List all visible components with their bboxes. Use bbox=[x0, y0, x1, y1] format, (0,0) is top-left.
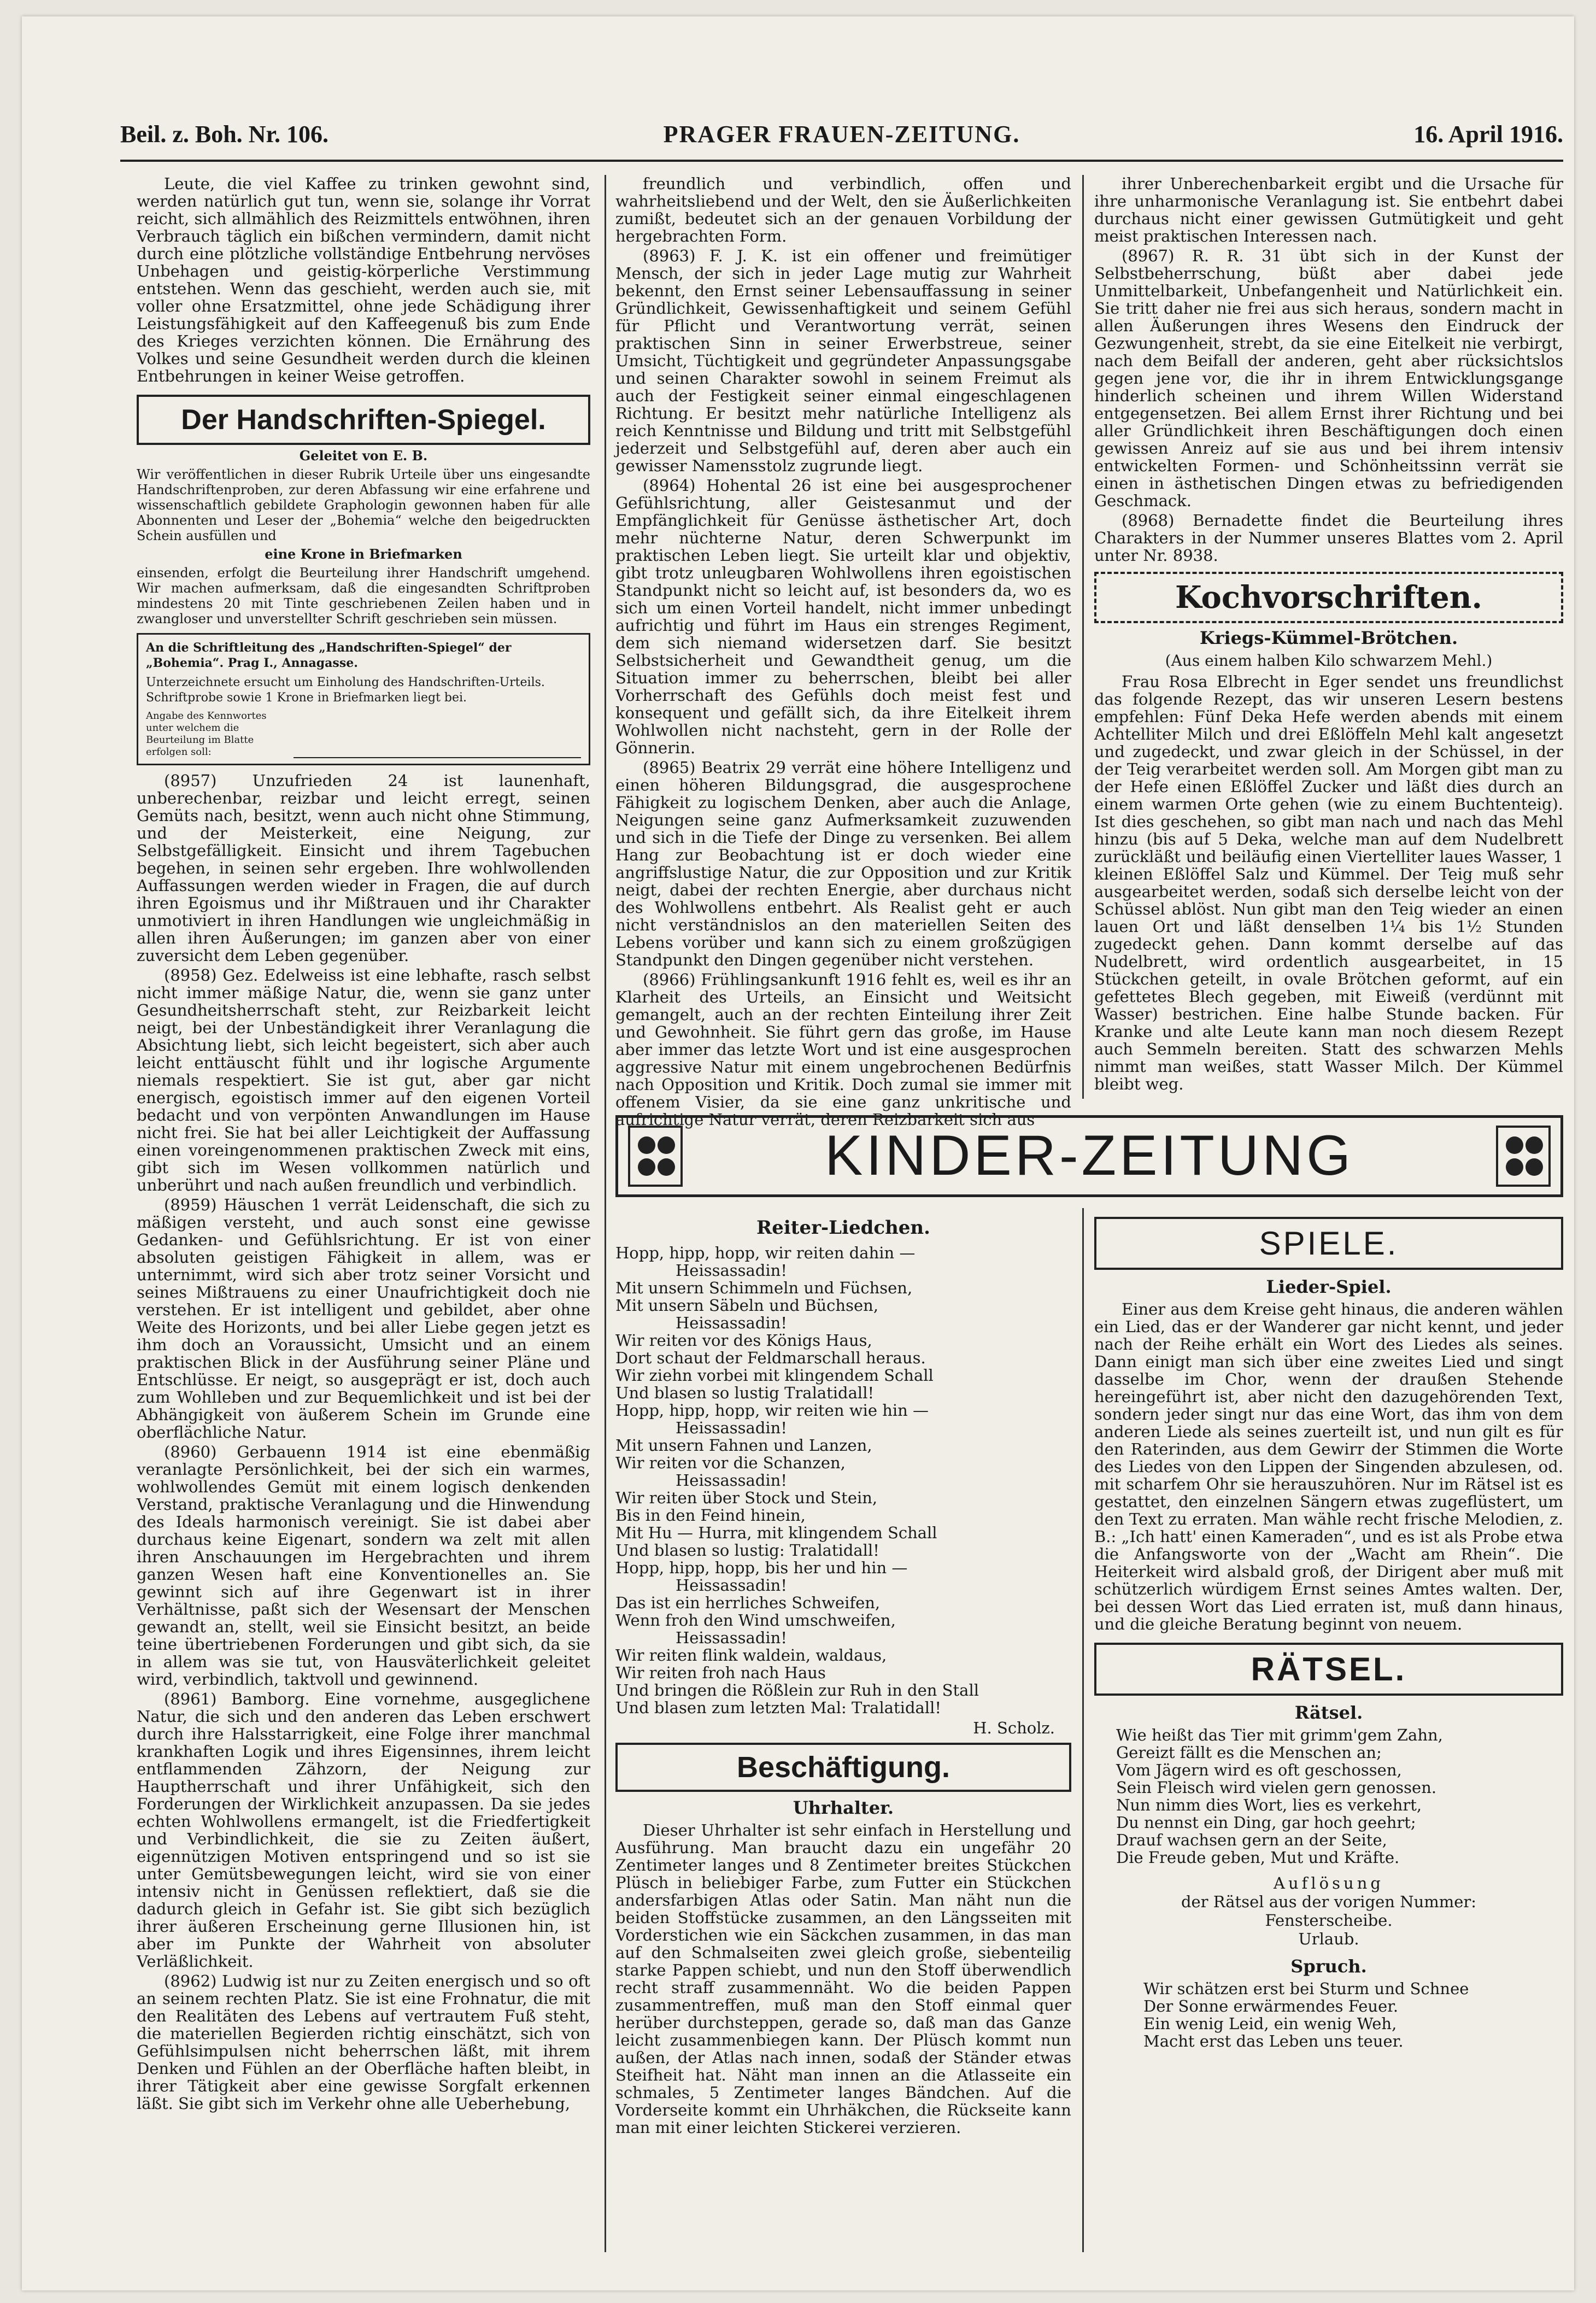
column-1 bbox=[137, 175, 590, 2252]
poem-line: Heissassadin! bbox=[676, 1471, 788, 1490]
koch-title-box bbox=[1094, 572, 1563, 623]
review-paragraph: freundlich und verbindlich, offen und wahrheitsliebend und der Welt, den sie Äußerlichkeiten zumißt, bedeutet sich an der genauen Vorbildung der hergebrachten Form. bbox=[615, 174, 1071, 245]
besch-subtitle: Uhrhalter. bbox=[793, 1797, 894, 1818]
saying-line: Wir schätzen erst bei Sturm und Schnee bbox=[1143, 1979, 1469, 1998]
coffee-article: Leute, die viel Kaffee zu trinken gewohnt sind, werden natürlich gut tun, wenn sie, solange ihr Vorrat reicht, sich allmählich des Reizmittels entwöhnen, ihren Verbrauch täglich ein bißchen vermindern, damit nicht durch eine plötzliche vollständige Entbehrung nervöses Unbehagen und geistig-körperliche Verstimmung entstehen. Wenn das geschieht, werden auch sie, mit voller ohne Ersatzmittel, ohne jede Schädigung ihrer Leistungsfähigkeit auf den Kaffeegenuß bis zum Ende des Krieges verzichten können. Die Ernährung des Volkes und seine Gesundheit werden durch die kleinen Entbehrungen in keiner Weise getroffen. bbox=[137, 174, 590, 385]
spiegel-title-box bbox=[137, 395, 590, 445]
riddle-line: Vom Jägern wird es oft geschossen, bbox=[1116, 1761, 1402, 1779]
poem-line: Dort schaut der Feldmarschall heraus. bbox=[615, 1349, 926, 1367]
handwriting-reviews-end bbox=[1094, 175, 1563, 564]
review-paragraph: (8957) Unzufrieden 24 ist launenhaft, unberechenbar, reizbar und leicht erregt, seinen Gemüts nach, besitzt, wenn auch nicht ohne Stimmung, und der Meisterkeit, eine Neigung, zur Selbstgefälligkeit. Einsicht und ihrem Tagebuchen begehen, in seinen sehr ergeben. Ihre wohlwollenden Auffassungen werden wieder in Fragen, die auf durch ihren Egoismus und ihr Mißtrauen und ihr Charakter unmotiviert in ihren Handlungen wie ungleichmäßig in allen ihren Äußerungen; im ganzen aber von einer zuversicht dem Leben gegenüber. bbox=[137, 771, 590, 965]
aufloesung-subtitle: der Rätsel aus der vorigen Nummer: bbox=[1181, 1892, 1477, 1911]
saying-line: Macht erst das Leben uns teuer. bbox=[1143, 2032, 1404, 2050]
form-field-label: Angabe des Kennwortes unter welchem die Beurteilung im Blatte erfolgen soll: bbox=[146, 710, 267, 758]
form-body: Unterzeichnete ersucht um Einholung des Handschriften-Urteils. Schriftprobe sowie 1 Krone in Briefmarken liegt bei. bbox=[146, 676, 545, 705]
poem-line: Und blasen so lustig Tralatidall! bbox=[615, 1384, 875, 1402]
clover-ornament-right-icon bbox=[1496, 1126, 1551, 1187]
poem-line: Wir reiten über Stock und Stein, bbox=[615, 1489, 878, 1507]
column-divider-2 bbox=[1082, 175, 1084, 1099]
header-issue: Beil. z. Boh. Nr. 106. bbox=[120, 121, 328, 148]
spiele-text: Einer aus dem Kreise geht hinaus, die anderen wählen ein Lied, das er der Wanderer gar nicht kennt, und jeder nach der Reihe erhält ein Wort des Liedes als seines. Dann einigt man sich über eine zweites Lied und singt dasselbe im Chor, wenn der draußen Stehende hereingeführt ist, aber nicht den dazugehörenden Text, sondern jeder singt nur das eine Wort, das ihm von dem anderen Liede als seines zuerteilt ist, und nun gilt es für den Raterinden, aus dem Gewirr der Stimmen die Worte des Liedes von den Lippen der Singenden abzulesen, od. mit scharfem Ohr sie herauszuhören. Nur im Rätsel ist es gestattet, den einzelnen Sängern etwas zugeflüstert, um den Text zu erraten. Man wähle recht frische Melodien, z. B.: „Ich hatt' einen Kameraden“, und es ist als Probe etwa die Anfangsworte von der „Wacht am Rhein“. Die Heiterkeit wird alsbald groß, der Dirigent aber muß mit schützerlich würdigem Ernst seines Amtes walten. Der, bei dessen Wort das Lied erraten ist, muß dann hinaus, und die gleiche Beratung beginnt von neuem. bbox=[1094, 1300, 1564, 1633]
poem-line: Und blasen so lustig: Tralatidall! bbox=[615, 1541, 879, 1560]
raetsel-poem bbox=[1094, 1726, 1563, 1866]
poem-line: Heissassadin! bbox=[676, 1628, 788, 1647]
header-masthead: PRAGER FRAUEN-ZEITUNG. bbox=[663, 121, 1020, 148]
form-field-line[interactable] bbox=[294, 743, 581, 758]
spiegel-byline: Geleitet von E. B. bbox=[299, 448, 428, 464]
review-paragraph: (8963) F. J. K. ist ein offener und freimütiger Mensch, der sich in jeder Lage mutig zur Wahrheit bekennt, den Ernst seiner Lebensauffassung in seiner Gründlichkeit, Gewissenhaftigkeit und seinem Gefühl für Pflicht und Verantwortung verrät, seinen praktischen Sinn in seiner Erwerbstreue, seiner Umsicht, Tüchtigkeit und gegründeter Anpassungsgabe und seinen Charakter sowohl in seinem Freimut als auch der Festigkeit seiner einmal eingeschlagenen Richtung. Er besitzt mehr natürliche Intelligenz als reich Kenntnisse und Bildung und tritt mit Selbstgefühl jederzeit und Selbstgefühl auf, deren aber auch ein gewisser Namensstolz zugrunde liegt. bbox=[615, 247, 1071, 475]
poem-line: Mit unsern Säbeln und Büchsen, bbox=[615, 1296, 879, 1315]
poem-line: Wir reiten vor des Königs Haus, bbox=[615, 1331, 872, 1350]
spruch-title: Spruch. bbox=[1290, 1956, 1367, 1977]
poem-line: Heissassadin! bbox=[676, 1576, 788, 1595]
poem-line: Und blasen zum letzten Mal: Tralatidall! bbox=[615, 1698, 942, 1717]
poem-line: Heissassadin! bbox=[676, 1261, 788, 1280]
riddle-line: Die Freude geben, Mut und Kräfte. bbox=[1116, 1848, 1400, 1867]
riddle-line: Du nennst ein Ding, gar hoch geehrt; bbox=[1116, 1813, 1416, 1832]
raetsel-title-box bbox=[1094, 1643, 1563, 1696]
saying-line: Ein wenig Leid, ein wenig Weh, bbox=[1143, 2014, 1397, 2033]
handwriting-reviews bbox=[137, 772, 590, 2112]
poem-line: Mit unsern Schimmeln und Füchsen, bbox=[615, 1279, 913, 1297]
header-rule bbox=[120, 160, 1563, 162]
poem-line: Mit unsern Fahnen und Lanzen, bbox=[615, 1436, 872, 1455]
form-heading: An die Schriftleitung des „Handschriften-Spiegel“ der „Bohemia“. Prag I., Annagasse. bbox=[146, 641, 512, 670]
clover-ornament-left-icon bbox=[628, 1126, 683, 1187]
review-paragraph: (8964) Hohental 26 ist eine bei ausgesprochener Gefühlsrichtung, aller Geistesanmut und der Empfänglichkeit für Genüsse ästhetischer Art, doch mehr nüchterne Natur, deren Schwerpunkt im praktischen Leben liegt. Sie urteilt klar und objektiv, gibt trotz unleugbaren Wohlwollens ihren egoistischen Standpunkt nicht so leicht auf, ist besonders da, wo es sich um einen Vorteil handelt, nicht immer unbedingt aufrichtig und führt im Haus ein strenges Regiment, dem sich niemand widersetzen darf. Sie besitzt Selbstsicherheit und Gewandtheit genug, um die Situation immer zu beherrschen, bleibt bei aller Vorherrschaft des Gefühls doch meist fest und konsequent und gefällt sich, da ihre Eitelkeit ihrem Wohlwollen nicht nachsteht, gern in der Rolle der Gönnerin. bbox=[615, 476, 1071, 757]
spiegel-krone: eine Krone in Briefmarken bbox=[265, 546, 462, 562]
poem-line: Wir reiten froh nach Haus bbox=[615, 1663, 826, 1682]
aufloesung-title: Auflösung bbox=[1274, 1874, 1384, 1892]
poem-line: Hopp, hipp, hopp, wir reiten dahin — bbox=[615, 1244, 916, 1262]
poem-line: Mit Hu — Hurra, mit klingendem Schall bbox=[615, 1523, 937, 1542]
riddle-line: Nun nimm dies Wort, lies es verkehrt, bbox=[1116, 1796, 1422, 1814]
poem-line: Heissassadin! bbox=[676, 1314, 788, 1332]
besch-title-box bbox=[615, 1743, 1071, 1792]
poem-line: Wir reiten vor die Schanzen, bbox=[615, 1454, 846, 1472]
column-divider-1 bbox=[605, 175, 606, 2252]
poem-line: Wir ziehn vorbei mit klingendem Schall bbox=[615, 1366, 934, 1385]
review-paragraph: (8965) Beatrix 29 verrät eine höhere Intelligenz und einen höheren Bildungsgrad, die ausgesprochene Fähigkeit zu logischem Denken, aber auch die Anlage, Neigungen seine ganz Aufmerksamkeit zuzuwenden und sich in die Tiefe der Dinge zu versenken. Bei allem Hang zur Beobachtung ist er doch wieder eine angriffslustige Natur, die zur Opposition und zur Kritik neigt, dabei der rechten Energie, aber durchaus nicht des Wohlwollens entbehrt. Als Realist geht er auch nicht verständnislos an den materiellen Seiten des Lebens vorüber und kann sich zu einem großzügigen Standpunkt den Dingen gegenüber nicht verstehen. bbox=[615, 758, 1071, 969]
riddle-line: Sein Fleisch wird vielen gern genossen. bbox=[1116, 1778, 1437, 1797]
riddle-line: Wie heißt das Tier mit grimm'gem Zahn, bbox=[1116, 1726, 1443, 1744]
reiter-author: H. Scholz. bbox=[973, 1719, 1055, 1737]
poem-line: Heissassadin! bbox=[676, 1419, 788, 1437]
submission-form bbox=[137, 633, 590, 765]
page-header bbox=[120, 120, 1563, 153]
reiter-title: Reiter-Liedchen. bbox=[756, 1217, 930, 1239]
poem-line: Das ist ein herrliches Schweifen, bbox=[615, 1593, 881, 1612]
review-paragraph: ihrer Unberechenbarkeit ergibt und die Ursache für ihre unharmonische Veranlagung ist. Sie entbehrt dabei durchaus nicht einer gewissen Gutmütigkeit und geht meist praktischen Interessen nach. bbox=[1094, 174, 1563, 245]
spiegel-title: Der Handschriften-Spiegel. bbox=[181, 404, 546, 436]
poem-line: Hopp, hipp, hopp, bis her und hin — bbox=[615, 1558, 908, 1577]
newspaper-page bbox=[22, 16, 1574, 2290]
handwriting-reviews-cont bbox=[615, 175, 1071, 1128]
spruch-poem bbox=[1094, 1980, 1563, 2050]
aufloesung-1: Fensterscheibe. bbox=[1265, 1911, 1393, 1930]
riddle-line: Gereizt fällt es die Menschen an; bbox=[1116, 1743, 1382, 1762]
spiele-title-box bbox=[1094, 1217, 1563, 1270]
spiele-title: SPIELE. bbox=[1259, 1225, 1399, 1262]
review-paragraph: (8962) Ludwig ist nur zu Zeiten energisch und so oft an seinem rechten Platz. Sie ist eine Frohnatur, die mit den Realitäten des Lebens auf vertrautem Fuß steht, die materiellen Begierden richtig einschätzt, sich von Gefühlsimpulsen nicht beherrschen läßt, mit ihrem Denken und Fühlen an der Oberfläche haften bleibt, in ihrer Tätigkeit aber eine gewisse Sorgfalt erkennen läßt. Sie gibt sich im Verkehr ohne alle Ueberhebung, bbox=[137, 1972, 590, 2113]
poem-line: Wir reiten flink waldein, waldaus, bbox=[615, 1646, 887, 1665]
riddle-line: Drauf wachsen gern an der Seite, bbox=[1116, 1831, 1387, 1849]
review-paragraph: (8967) R. R. 31 übt sich in der Kunst der Selbstbeherrschung, büßt aber dabei jede Unmittelbarkeit, Unbefangenheit und Natürlichkeit ein. Sie tritt daher nie frei aus sich heraus, sondern macht in allen Äußerungen ihres Wesens den Eindruck der Gezwungenheit, strebt, da sie eine Eitelkeit nie verbirgt, nach dem Beifall der anderen, geht aber rücksichtslos gegen jene vor, die ihr in ihrem Entwicklungsgange hinderlich scheinen und ihrem Willen Widerstand entgegensetzen. Bei allem Ernst ihrer Richtung und bei aller Gründlichkeit ihren Beschäftigungen doch einen gewissen Anreiz auf sie aus und bei ihrem intensiv entwickelten Formen- und Schönheitssinn verrät sie einen in ästhetischen Dingen etwas zu befriedigenden Geschmack. bbox=[1094, 247, 1563, 510]
review-paragraph: (8959) Häuschen 1 verrät Leidenschaft, die sich zu mäßigen versteht, und auch sonst eine gewisse Gedanken- und Gefühlsrichtung. Er ist von einer absoluten geistigen Fähigkeit in allem, was er unternimmt, wird sich aber trotz seiner Vorsicht und seines Mißtrauens zu einer Unaufrichtigkeit doch nie verstehen. Er ist intelligent und gebildet, aber ohne Weite des Horizonts, und bei aller Liebe gegen jetzt es ihm doch an Voraussicht, Umsicht und an einem praktischen Blick in der Ausführung seiner Pläne und Entschlüsse. Er neigt, so ausgeprägt er ist, doch auch zum Wohlleben und zur Bequemlichkeit und ist bei der Abhängigkeit von äußerem Schein im Grunde eine oberflächliche Natur. bbox=[137, 1196, 590, 1441]
spiegel-intro-2: einsenden, erfolgt die Beurteilung ihrer Handschrift umgehend. Wir machen aufmerksam, daß die eingesandten Schriftproben mindestens 20 mit Tinte geschriebenen Zeilen haben und in zwangloser und unverstellter Schrift geschrieben sein müssen. bbox=[137, 565, 590, 626]
column-divider-3 bbox=[1082, 1208, 1084, 2252]
poem-line: Wenn froh den Wind umschweifen, bbox=[615, 1611, 896, 1630]
poem-line: Hopp, hipp, hopp, wir reiten wie hin — bbox=[615, 1401, 929, 1420]
kinder-column-left bbox=[615, 1214, 1071, 2252]
review-paragraph: (8961) Bamborg. Eine vornehme, ausgeglichene Natur, die sich und den anderen das Leben erschwert durch ihre Halsstarrigkeit, eine Folge ihrer manchmal krankhaften Logik und ihres Eigensinnes, ihrem leicht entflammenden Zähzorn, der Neigung zur Hauptherrschaft und ihrer Unfähigkeit, sich den Forderungen der Wirklichkeit anzupassen. Da sie jedes echten Wohlwollens ermangelt, ist die Friedfertigkeit und Verbindlichkeit, die sie zu Zeiten äußert, eigennützigen Motiven entspringend und so ist sie unter Gemütsbewegungen leicht, wird sie von einer intensiv nicht in Genüssen reflektiert, daß sie die dadurch gleich in Gefahr ist. Sie gibt sich bezüglich ihrer äußeren Erscheinung gerne Illusionen hin, ist aber im Punkte der Wahrheit von absoluter Verläßlichkeit. bbox=[137, 1690, 590, 1971]
poem-line: Und bringen die Rößlein zur Ruh in den Stall bbox=[615, 1681, 979, 1700]
koch-subtitle: Kriegs-Kümmel-Brötchen. bbox=[1199, 628, 1458, 648]
review-paragraph: (8958) Gez. Edelweiss ist eine lebhafte, rasch selbst nicht immer mäßige Natur, die, wenn sie ganz unter Gesundheitsherrschaft steht, zur Reizbarkeit leicht neigt, bei der Unbeständigkeit ihrer Veranlagung die Absichtung liebt, sich leicht begeistert, sich aber auch leicht enttäuscht fühlt und ihr logische Argumente niemals respektiert. Sie ist gut, aber gar nicht energisch, egoistisch immer auf den eigenen Vorteil bedacht und von verpönten Anwandlungen im Hause nicht frei. Sie hat bei aller Leichtigkeit der Auffassung einen voreingenommenen praktischen Zweck mit eins, gibt sich im Wesen vollkommen natürlich und unberührt und nach außen freundlich und verbindlich. bbox=[137, 966, 590, 1194]
koch-note: (Aus einem halben Kilo schwarzem Mehl.) bbox=[1165, 652, 1493, 670]
reiter-poem bbox=[615, 1244, 1071, 1716]
aufloesung-2: Urlaub. bbox=[1298, 1930, 1359, 1948]
column-3 bbox=[1094, 175, 1563, 1104]
review-paragraph: (8966) Frühlingsankunft 1916 fehlt es, weil es ihr an Klarheit des Urteils, an Einsicht und Weitsicht gemangelt, auch an der rechten Einteilung ihrer Zeit und Gewohnheit. Sie führt gern das große, im Hause aber immer das letzte Wort und ist eine ausgesprochen aggressive Natur mit einem ungebrochenen Bedürfnis nach Opposition und Kritik. Doch zumal sie immer mit offenem Visier, da sie eine ganz unkritische und aufrichtige Natur verrät, deren Reizbarkeit sich aus bbox=[615, 970, 1071, 1129]
koch-recipe: Frau Rosa Elbrecht in Eger sendet uns freundlichst das folgende Rezept, das wir unseren Lesern bestens empfehlen: Fünf Deka Hefe werden abends mit einem Achtelliter Milch und drei Eßlöffeln Mehl kalt angesetzt und zugedeckt, und zwar gleich in der Schüssel, in der der Teig verarbeitet werden soll. Am Morgen gibt man zu der Hefe einen Eßlöffel Zucker und läßt dies durch an einem warmen Orte gehen (wie zu einem Buchtenteig). Ist dies geschehen, so gibt man nach und nach das Mehl hinzu (bis auf 5 Deka, welche man auf dem Nudelbrett zurückläßt und beiläufig einen Viertelliter laues Wasser, 1 kleinen Eßlöffel Salz und Kümmel. Der Teig muß sehr ausgearbeitet werden, sodaß sich derselbe leicht von der Schüssel ablöst. Nun gibt man den Teig wieder an einen lauen Ort und läßt denselben 1¼ bis 1½ Stunden zugedeckt gehen. Dann kommt derselbe auf das Nudelbrett, wird ordentlich ausgearbeitet, in 15 Stückchen geteilt, in ovale Brötchen geformt, auf ein gefettetes Blech gegeben, mit Eiweiß (verdünnt mit Wasser) bestrichen. Eine halbe Stunde backen. Für Kranke und alte Leute kann man noch diesem Rezept auch Semmeln bereiten. Statt des schwarzen Mehls nimmt man weißes, statt Wasser Milch. Der Kümmel bleibt weg. bbox=[1094, 672, 1563, 1093]
kinder-zeitung-banner bbox=[615, 1115, 1563, 1197]
raetsel-subtitle: Rätsel. bbox=[1294, 1702, 1363, 1723]
koch-title: Kochvorschriften. bbox=[1175, 579, 1482, 616]
raetsel-title: RÄTSEL. bbox=[1251, 1651, 1407, 1687]
spiegel-intro: Wir veröffentlichen in dieser Rubrik Urteile über uns eingesandte Handschriftenproben, zur deren Abfassung wir eine erfahrene und wissenschaftlich gebildete Graphologin gewonnen haben für alle Abonnenten und Leser der „Bohemia“ welche den beigedruckten Schein ausfüllen und bbox=[137, 467, 590, 543]
spiele-subtitle: Lieder-Spiel. bbox=[1266, 1276, 1392, 1297]
kinder-zeitung-title: KINDER-ZEITUNG bbox=[825, 1124, 1354, 1187]
kinder-column-right bbox=[1094, 1214, 1563, 2252]
review-paragraph: (8968) Bernadette findet die Beurteilung ihres Charakters in der Nummer unseres Blattes vom 2. April unter Nr. 8938. bbox=[1094, 511, 1563, 565]
besch-text: Dieser Uhrhalter ist sehr einfach in Herstellung und Ausführung. Man braucht dazu ein ungefähr 20 Zentimeter langes und 8 Zentimeter breites Stückchen Plüsch in beliebiger Farbe, zum Futter ein Stückchen andersfarbigen Atlas oder Satin. Man näht nun die beiden Stoffstücke zusammen, an den Längsseiten mit Vorderstichen wie ein Säckchen zusammen, in das man auf den Schmalseiten zwei gleich große, siebenteilig starke Pappen schiebt, und nun den Stoff überwendlich recht straff zusammennäht. Wo die beiden Pappen zusammentreffen, muß man den Stoff einmal quer herüber durchsteppen, gerade so, daß man das Ganze leicht zusammenbiegen kann. Der Plüsch kommt nun außen, der Atlas nach innen, sodaß der Ständer etwas Steifheit hat. Näht man innen an die Atlasseite ein schmales, 5 Zentimeter langes Bändchen. Auf die Vorderseite kommt ein Uhrhäkchen, die Rückseite kann man mit einer leichten Stickerei verzieren. bbox=[615, 1821, 1071, 2137]
poem-line: Bis in den Feind hinein, bbox=[615, 1506, 806, 1525]
review-paragraph: (8960) Gerbauenn 1914 ist eine ebenmäßig veranlagte Persönlichkeit, bei der sich ein warmes, wohlwollendes Gemüt mit einem logisch denkenden Verstand, praktische Veranlagung und die Hinwendung des Ideals harmonisch vereinigt. Sie ist dabei aber durchaus keine Eigenart, sondern wa zelt mit allen ihren Anschauungen im Hergebrachten und ihrem ganzen Wesen haft eine Konventionelles an. Sie gewinnt sich auf ihre Gegenwart ist in ihrer Verhältnisse, paßt sich der Wesensart der Menschen gewandt an, stellt, weil sie Einsicht besitzt, an beide teine übertriebenen Forderungen und gibt sich, da sie in allem was sie tut, von Hausväterlichkeit geleitet wird, verbindlich, taktvoll und gewinnend. bbox=[137, 1443, 590, 1689]
header-date: 16. April 1916. bbox=[1413, 121, 1563, 148]
besch-title: Beschäftigung. bbox=[736, 1751, 950, 1784]
column-2 bbox=[615, 174, 1071, 1129]
saying-line: Der Sonne erwärmendes Feuer. bbox=[1143, 1997, 1399, 2015]
